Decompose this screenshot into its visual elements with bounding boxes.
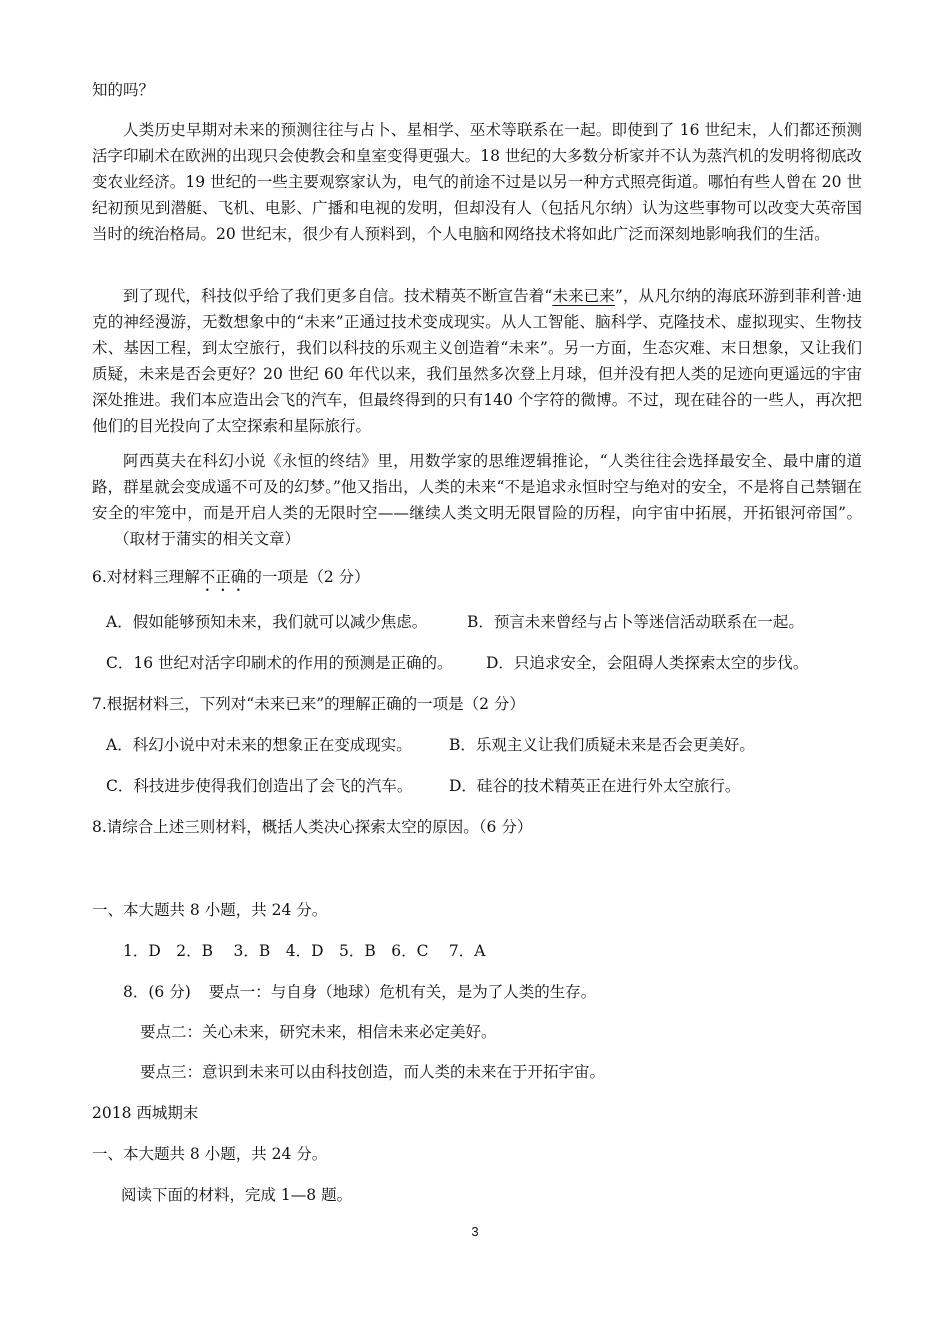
question-6 [92,567,370,595]
q7-option-a: A．科幻小说中对未来的想象正在变成现实。 [106,736,412,754]
section-title: 2018 西城期末 [92,1104,199,1122]
q7-option-c: C．科技进步使得我们创造出了会飞的汽车。 [106,777,413,795]
q6-option-c: C．16 世纪对活字印刷术的作用的预测是正确的。 [106,654,453,672]
answer-8-label: 8．(6 分) [123,983,191,1001]
question-7: 7.根据材料三，下列对“未来已来”的理解正确的一项是（2 分） [92,695,525,713]
para3-text: 阿西莫夫在科幻小说《永恒的终结》里，用数学家的思维逻辑推论，“人类往往会选择最安全、最中庸的道路，群星就会变成遥不可及的幻梦。”他又指出，人类的未来“不是追求永恒时空与绝对的安全，不是将自己禁锢在安全的牢笼中，而是开启人类的无限时空——继续人类文明无限冒险的历程，向宇宙中拓展，开拓银河帝国”。 [92,452,862,522]
answer-8-point-1: 要点一：与自身（地球）危机有关，是为了人类的生存。 [208,983,597,1001]
section-header: 一、本大题共 8 小题，共 24 分。 [92,1145,328,1163]
q7-option-d: D．硅谷的技术精英正在进行外太空旅行。 [449,777,741,795]
q6-emphasis: 不正确 [199,568,247,586]
q7-option-b: B．乐观主义让我们质疑未来是否会更美好。 [449,736,755,754]
q6-option-d: D．只追求安全，会阻碍人类探索太空的步伐。 [486,654,809,672]
q6-option-b: B．预言未来曾经与占卜等迷信活动联系在一起。 [467,613,804,631]
material-paragraph-2 [92,283,862,439]
source-note: （取材于蒲实的相关文章） [114,530,301,548]
section-instruction: 阅读下面的材料，完成 1—8 题。 [121,1186,353,1204]
underlined-phrase: 未来已来 [552,287,615,305]
para2-text-before: 到了现代，科技似乎给了我们更多自信。技术精英不断宣告着“ [123,287,553,305]
answer-header: 一、本大题共 8 小题，共 24 分。 [92,901,328,919]
para2-text-after: ”，从凡尔纳的海底环游到菲利普·迪克的神经漫游，无数想象中的“未来”正通过技术变成现实。从人工智能、脑科学、克隆技术、虚拟现实、生物技术、基因工程，到太空旅行，我们以科技的乐观主义创造着“未来”。另一方面，生态灾难、末日想象，又让我们质疑，未来是否会更好？20 世纪 60 年代以来，我们虽然多次登上月球，但并没有把人类的足迹向更遥远的宇宙深处推进。我们本应造出会飞的汽车，但最终得到的只有140 个字符的微博。不过，现在硅谷的一些人，再次把他们的目光投向了太空探索和星际旅行。 [92,287,862,435]
continued-text: 知的吗？ [92,81,155,99]
answers-1-to-7: 1．D 2．B 3．B 4．D 5．B 6．C 7．A [123,942,486,960]
answer-8 [123,982,596,1002]
answer-8-point-3: 要点三：意识到未来可以由科技创造，而人类的未来在于开拓宇宙。 [140,1063,606,1081]
page-number: 3 [471,1224,479,1239]
question-8: 8.请综合上述三则材料，概括人类决心探索太空的原因。（6 分） [92,818,533,836]
answer-8-point-2: 要点二：关心未来，研究未来，相信未来必定美好。 [140,1023,497,1041]
q6-suffix: 的一项是（2 分） [246,568,370,586]
q6-option-a: A．假如能够预知未来，我们就可以减少焦虑。 [106,613,428,631]
material-paragraph-1: 人类历史早期对未来的预测往往与占卜、星相学、巫术等联系在一起。即使到了 16 世纪末，人们都还预测活字印刷术在欧洲的出现只会使教会和皇室变得更强大。18 世纪的大多数分析家并不认为蒸汽机的发明将彻底改变农业经济。19 世纪的一些主要观察家认为，电气的前途不过是以另一种方式照亮街道。哪怕有些人曾在 20 世纪初预见到潜艇、飞机、电影、广播和电视的发明，但却没有人（包括凡尔纳）认为这些事物可以改变大英帝国当时的统治格局。20 世纪末，很少有人预料到，个人电脑和网络技术将如此广泛而深刻地影响我们的生活。 [92,121,862,243]
material-paragraph-3 [92,448,862,552]
q6-prefix: 6.对材料三理解 [92,568,200,586]
